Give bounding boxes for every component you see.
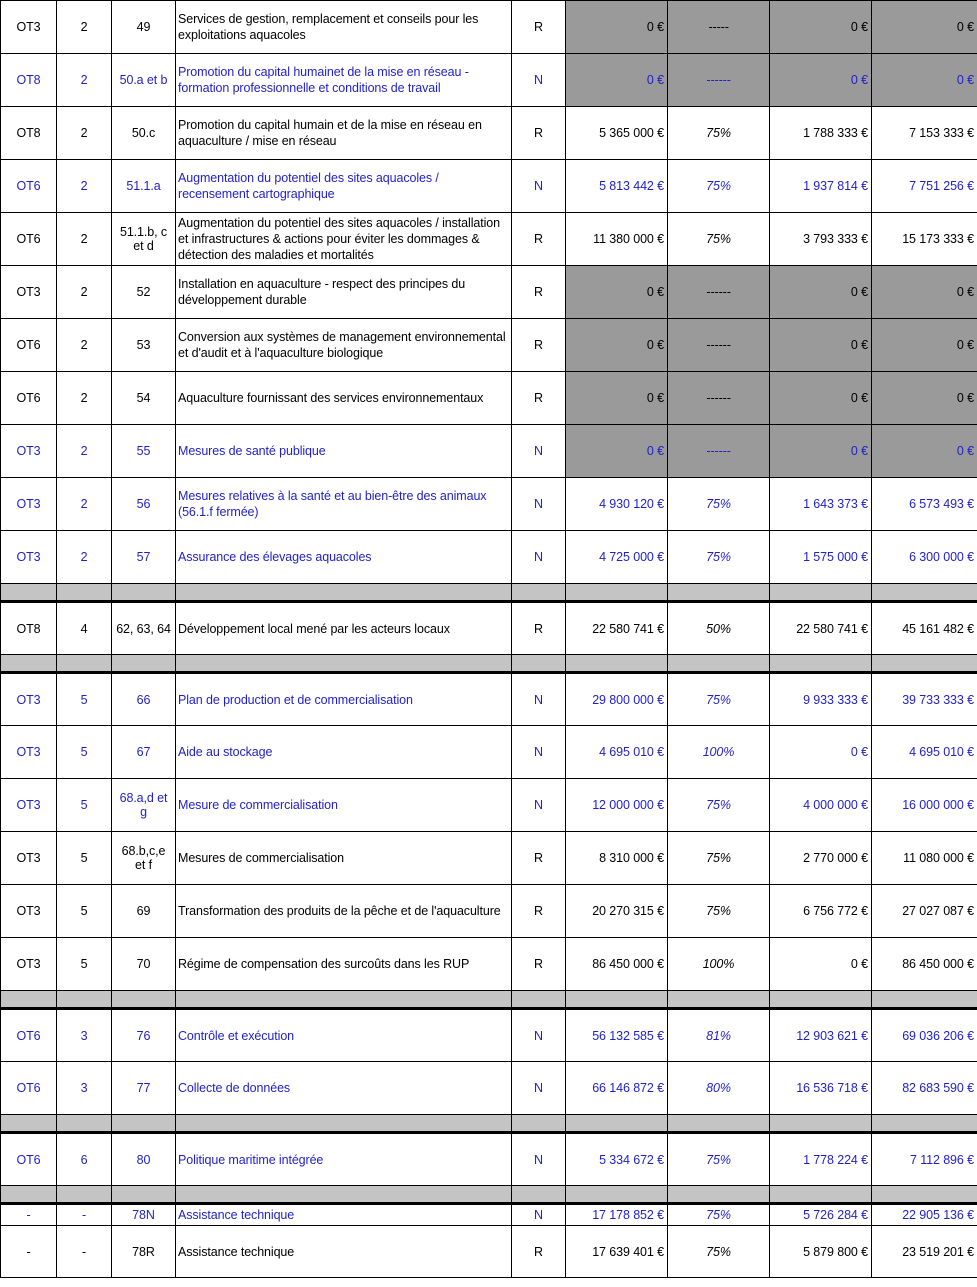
table-row	[1, 372, 977, 425]
separator-row	[1, 991, 977, 1009]
cell-rate: 75%	[668, 832, 770, 885]
cell-rn: N	[512, 726, 566, 779]
cell-ot: OT8	[1, 107, 57, 160]
separator-cell	[176, 1186, 512, 1204]
cell-rn: R	[512, 832, 566, 885]
cell-article: 78N	[112, 1204, 176, 1226]
cell-article: 78R	[112, 1226, 176, 1278]
cell-rate: 75%	[668, 213, 770, 266]
cell-contribution: 2 770 000 €	[770, 832, 872, 885]
cell-rate: 100%	[668, 726, 770, 779]
separator-cell	[112, 1186, 176, 1204]
table-row	[1, 1009, 977, 1062]
separator-cell	[770, 1186, 872, 1204]
cell-priority: 3	[57, 1009, 112, 1062]
table-row	[1, 885, 977, 938]
cell-ot: OT6	[1, 1133, 57, 1186]
separator-cell	[57, 655, 112, 673]
cell-rn: N	[512, 1204, 566, 1226]
cell-total: 23 519 201 €	[872, 1226, 977, 1278]
cell-contribution: 0 €	[770, 938, 872, 991]
cell-amount: 0 €	[566, 372, 668, 425]
separator-cell	[872, 991, 977, 1009]
cell-rn: N	[512, 54, 566, 107]
cell-article: 51.1.b, c et d	[112, 213, 176, 266]
cell-total: 0 €	[872, 372, 977, 425]
cell-rate: 75%	[668, 1226, 770, 1278]
cell-priority: 2	[57, 160, 112, 213]
cell-rn: N	[512, 1062, 566, 1115]
cell-total: 39 733 333 €	[872, 673, 977, 726]
cell-measure-label: Contrôle et exécution	[176, 1009, 512, 1062]
cell-article: 51.1.a	[112, 160, 176, 213]
separator-cell	[1, 1186, 57, 1204]
cell-measure-label: Politique maritime intégrée	[176, 1133, 512, 1186]
separator-cell	[566, 655, 668, 673]
cell-amount: 0 €	[566, 54, 668, 107]
separator-row	[1, 1186, 977, 1204]
cell-contribution: 9 933 333 €	[770, 673, 872, 726]
separator-cell	[1, 584, 57, 602]
cell-article: 55	[112, 425, 176, 478]
cell-article: 53	[112, 319, 176, 372]
cell-rn: R	[512, 602, 566, 655]
cell-measure-label: Assistance technique	[176, 1204, 512, 1226]
separator-cell	[668, 991, 770, 1009]
cell-contribution: 16 536 718 €	[770, 1062, 872, 1115]
cell-ot: OT3	[1, 779, 57, 832]
separator-cell	[512, 584, 566, 602]
cell-amount: 8 310 000 €	[566, 832, 668, 885]
cell-rate: 75%	[668, 160, 770, 213]
cell-ot: -	[1, 1204, 57, 1226]
table-row	[1, 726, 977, 779]
cell-total: 45 161 482 €	[872, 602, 977, 655]
cell-rate: 80%	[668, 1062, 770, 1115]
separator-cell	[512, 991, 566, 1009]
cell-measure-label: Assistance technique	[176, 1226, 512, 1278]
cell-amount: 20 270 315 €	[566, 885, 668, 938]
cell-rn: N	[512, 673, 566, 726]
cell-contribution: 6 756 772 €	[770, 885, 872, 938]
cell-amount: 66 146 872 €	[566, 1062, 668, 1115]
cell-article: 80	[112, 1133, 176, 1186]
cell-rate: 75%	[668, 1133, 770, 1186]
cell-rn: N	[512, 779, 566, 832]
table-row	[1, 673, 977, 726]
cell-rn: N	[512, 160, 566, 213]
cell-ot: OT6	[1, 372, 57, 425]
cell-ot: OT3	[1, 673, 57, 726]
cell-contribution: 0 €	[770, 726, 872, 779]
cell-measure-label: Augmentation du potentiel des sites aquacoles / installation et infrastructures & actions pour éviter les dommages & détection des maladies et mortalités	[176, 213, 512, 266]
separator-cell	[57, 991, 112, 1009]
table-row	[1, 160, 977, 213]
separator-cell	[668, 1186, 770, 1204]
cell-article: 66	[112, 673, 176, 726]
cell-contribution: 1 778 224 €	[770, 1133, 872, 1186]
cell-contribution: 1 575 000 €	[770, 531, 872, 584]
separator-cell	[512, 655, 566, 673]
cell-total: 6 573 493 €	[872, 478, 977, 531]
cell-measure-label: Mesures de santé publique	[176, 425, 512, 478]
cell-article: 50.c	[112, 107, 176, 160]
separator-cell	[872, 655, 977, 673]
cell-priority: 2	[57, 531, 112, 584]
table-row	[1, 107, 977, 160]
table-row	[1, 425, 977, 478]
cell-ot: OT3	[1, 425, 57, 478]
separator-cell	[176, 1115, 512, 1133]
cell-contribution: 0 €	[770, 425, 872, 478]
table-row	[1, 1226, 977, 1278]
separator-cell	[512, 1115, 566, 1133]
cell-article: 62, 63, 64	[112, 602, 176, 655]
cell-rn: R	[512, 885, 566, 938]
cell-priority: -	[57, 1204, 112, 1226]
cell-rate: 75%	[668, 1204, 770, 1226]
cell-contribution: 5 879 800 €	[770, 1226, 872, 1278]
cell-measure-label: Développement local mené par les acteurs locaux	[176, 602, 512, 655]
cell-article: 52	[112, 266, 176, 319]
table-row	[1, 1204, 977, 1226]
cell-rn: R	[512, 319, 566, 372]
cell-rn: R	[512, 107, 566, 160]
cell-total: 15 173 333 €	[872, 213, 977, 266]
cell-article: 68.b,c,e et f	[112, 832, 176, 885]
cell-total: 22 905 136 €	[872, 1204, 977, 1226]
separator-cell	[176, 655, 512, 673]
separator-cell	[872, 1115, 977, 1133]
cell-ot: OT8	[1, 54, 57, 107]
table-row	[1, 832, 977, 885]
cell-measure-label: Plan de production et de commercialisation	[176, 673, 512, 726]
separator-row	[1, 655, 977, 673]
table-row	[1, 1133, 977, 1186]
cell-priority: 2	[57, 319, 112, 372]
table-row	[1, 213, 977, 266]
cell-rn: N	[512, 478, 566, 531]
cell-measure-label: Promotion du capital humain et de la mise en réseau en aquaculture / mise en réseau	[176, 107, 512, 160]
cell-rate: 75%	[668, 779, 770, 832]
separator-row	[1, 1115, 977, 1133]
table-row	[1, 531, 977, 584]
separator-cell	[668, 1115, 770, 1133]
cell-amount: 4 930 120 €	[566, 478, 668, 531]
cell-amount: 17 639 401 €	[566, 1226, 668, 1278]
cell-priority: 2	[57, 54, 112, 107]
cell-priority: 5	[57, 832, 112, 885]
separator-cell	[176, 991, 512, 1009]
cell-priority: 2	[57, 213, 112, 266]
table-row	[1, 779, 977, 832]
cell-priority: 2	[57, 1, 112, 54]
cell-ot: OT8	[1, 602, 57, 655]
cell-ot: OT6	[1, 160, 57, 213]
table-body	[1, 1, 977, 1278]
cell-rn: N	[512, 1133, 566, 1186]
cell-contribution: 0 €	[770, 266, 872, 319]
cell-amount: 4 725 000 €	[566, 531, 668, 584]
cell-priority: 5	[57, 938, 112, 991]
cell-article: 54	[112, 372, 176, 425]
cell-rn: N	[512, 531, 566, 584]
cell-priority: 2	[57, 478, 112, 531]
cell-total: 0 €	[872, 1, 977, 54]
cell-ot: OT6	[1, 1062, 57, 1115]
cell-ot: OT3	[1, 885, 57, 938]
cell-measure-label: Collecte de données	[176, 1062, 512, 1115]
separator-cell	[770, 584, 872, 602]
cell-article: 56	[112, 478, 176, 531]
cell-priority: -	[57, 1226, 112, 1278]
cell-total: 69 036 206 €	[872, 1009, 977, 1062]
cell-total: 11 080 000 €	[872, 832, 977, 885]
cell-priority: 2	[57, 372, 112, 425]
table-row	[1, 54, 977, 107]
cell-ot: OT3	[1, 478, 57, 531]
cell-amount: 86 450 000 €	[566, 938, 668, 991]
cell-priority: 3	[57, 1062, 112, 1115]
cell-measure-label: Conversion aux systèmes de management environnemental et d'audit et à l'aquaculture biologique	[176, 319, 512, 372]
cell-amount: 29 800 000 €	[566, 673, 668, 726]
cell-total: 86 450 000 €	[872, 938, 977, 991]
separator-cell	[112, 655, 176, 673]
cell-rate: 100%	[668, 938, 770, 991]
cell-amount: 12 000 000 €	[566, 779, 668, 832]
cell-amount: 4 695 010 €	[566, 726, 668, 779]
cell-total: 27 027 087 €	[872, 885, 977, 938]
cell-contribution: 1 788 333 €	[770, 107, 872, 160]
cell-ot: OT3	[1, 1, 57, 54]
cell-total: 7 112 896 €	[872, 1133, 977, 1186]
cell-total: 6 300 000 €	[872, 531, 977, 584]
cell-article: 67	[112, 726, 176, 779]
cell-article: 76	[112, 1009, 176, 1062]
cell-measure-label: Aquaculture fournissant des services environnementaux	[176, 372, 512, 425]
cell-rn: R	[512, 938, 566, 991]
cell-rate: 75%	[668, 478, 770, 531]
separator-cell	[566, 1115, 668, 1133]
separator-cell	[566, 584, 668, 602]
cell-ot: -	[1, 1226, 57, 1278]
cell-contribution: 1 643 373 €	[770, 478, 872, 531]
cell-rate: 75%	[668, 531, 770, 584]
cell-rate: -----	[668, 1, 770, 54]
cell-amount: 11 380 000 €	[566, 213, 668, 266]
cell-rn: N	[512, 1009, 566, 1062]
cell-rn: R	[512, 1226, 566, 1278]
cell-measure-label: Installation en aquaculture - respect des principes du développement durable	[176, 266, 512, 319]
cell-amount: 0 €	[566, 319, 668, 372]
cell-measure-label: Mesure de commercialisation	[176, 779, 512, 832]
cell-total: 7 751 256 €	[872, 160, 977, 213]
cell-article: 50.a et b	[112, 54, 176, 107]
cell-rn: R	[512, 266, 566, 319]
cell-measure-label: Services de gestion, remplacement et conseils pour les exploitations aquacoles	[176, 1, 512, 54]
cell-amount: 56 132 585 €	[566, 1009, 668, 1062]
cell-priority: 5	[57, 726, 112, 779]
cell-ot: OT3	[1, 726, 57, 779]
cell-article: 57	[112, 531, 176, 584]
cell-amount: 0 €	[566, 425, 668, 478]
cell-measure-label: Mesures relatives à la santé et au bien-être des animaux (56.1.f fermée)	[176, 478, 512, 531]
cell-article: 49	[112, 1, 176, 54]
separator-cell	[176, 584, 512, 602]
cell-measure-label: Mesures de commercialisation	[176, 832, 512, 885]
cell-article: 77	[112, 1062, 176, 1115]
cell-total: 4 695 010 €	[872, 726, 977, 779]
cell-rn: N	[512, 425, 566, 478]
cell-ot: OT3	[1, 531, 57, 584]
cell-ot: OT6	[1, 1009, 57, 1062]
cell-amount: 5 334 672 €	[566, 1133, 668, 1186]
table-row	[1, 938, 977, 991]
cell-article: 69	[112, 885, 176, 938]
cell-total: 16 000 000 €	[872, 779, 977, 832]
cell-rate: 50%	[668, 602, 770, 655]
cell-contribution: 0 €	[770, 372, 872, 425]
cell-priority: 4	[57, 602, 112, 655]
cell-rate: 75%	[668, 885, 770, 938]
separator-cell	[1, 1115, 57, 1133]
cell-total: 0 €	[872, 266, 977, 319]
cell-measure-label: Régime de compensation des surcoûts dans les RUP	[176, 938, 512, 991]
cell-measure-label: Augmentation du potentiel des sites aquacoles / recensement cartographique	[176, 160, 512, 213]
cell-ot: OT6	[1, 213, 57, 266]
cell-priority: 5	[57, 673, 112, 726]
cell-contribution: 12 903 621 €	[770, 1009, 872, 1062]
separator-cell	[112, 991, 176, 1009]
separator-cell	[770, 655, 872, 673]
separator-cell	[112, 1115, 176, 1133]
separator-cell	[872, 584, 977, 602]
separator-cell	[1, 655, 57, 673]
separator-cell	[566, 1186, 668, 1204]
cell-article: 68.a,d et g	[112, 779, 176, 832]
cell-contribution: 0 €	[770, 54, 872, 107]
cell-contribution: 3 793 333 €	[770, 213, 872, 266]
separator-cell	[1, 991, 57, 1009]
cell-contribution: 0 €	[770, 319, 872, 372]
separator-row	[1, 584, 977, 602]
separator-cell	[668, 584, 770, 602]
cell-rn: R	[512, 213, 566, 266]
cell-total: 0 €	[872, 319, 977, 372]
table-row	[1, 1, 977, 54]
separator-cell	[872, 1186, 977, 1204]
table-row	[1, 266, 977, 319]
cell-total: 82 683 590 €	[872, 1062, 977, 1115]
separator-cell	[57, 584, 112, 602]
cell-rate: 75%	[668, 107, 770, 160]
separator-cell	[770, 1115, 872, 1133]
cell-contribution: 4 000 000 €	[770, 779, 872, 832]
cell-measure-label: Assurance des élevages aquacoles	[176, 531, 512, 584]
table-row	[1, 319, 977, 372]
cell-contribution: 5 726 284 €	[770, 1204, 872, 1226]
cell-rate: ------	[668, 319, 770, 372]
cell-amount: 0 €	[566, 266, 668, 319]
cell-rate: 75%	[668, 673, 770, 726]
cell-priority: 2	[57, 266, 112, 319]
cell-rate: ------	[668, 372, 770, 425]
separator-cell	[112, 584, 176, 602]
cell-priority: 2	[57, 107, 112, 160]
cell-ot: OT3	[1, 266, 57, 319]
cell-amount: 17 178 852 €	[566, 1204, 668, 1226]
cell-rate: ------	[668, 54, 770, 107]
cell-measure-label: Promotion du capital humainet de la mise en réseau - formation professionnelle et conditions de travail	[176, 54, 512, 107]
separator-cell	[770, 991, 872, 1009]
cell-amount: 5 365 000 €	[566, 107, 668, 160]
cell-amount: 5 813 442 €	[566, 160, 668, 213]
separator-cell	[57, 1186, 112, 1204]
cell-ot: OT6	[1, 319, 57, 372]
cell-rate: ------	[668, 425, 770, 478]
cell-amount: 22 580 741 €	[566, 602, 668, 655]
cell-measure-label: Transformation des produits de la pêche et de l'aquaculture	[176, 885, 512, 938]
separator-cell	[566, 991, 668, 1009]
cell-rn: R	[512, 372, 566, 425]
cell-ot: OT3	[1, 832, 57, 885]
table-row	[1, 478, 977, 531]
cell-article: 70	[112, 938, 176, 991]
cell-rn: R	[512, 1, 566, 54]
cell-contribution: 0 €	[770, 1, 872, 54]
cell-amount: 0 €	[566, 1, 668, 54]
separator-cell	[668, 655, 770, 673]
cell-priority: 2	[57, 425, 112, 478]
cell-priority: 5	[57, 779, 112, 832]
cell-contribution: 22 580 741 €	[770, 602, 872, 655]
separator-cell	[512, 1186, 566, 1204]
separator-cell	[57, 1115, 112, 1133]
cell-total: 7 153 333 €	[872, 107, 977, 160]
cell-rate: ------	[668, 266, 770, 319]
cell-priority: 5	[57, 885, 112, 938]
table-row	[1, 1062, 977, 1115]
table-row	[1, 602, 977, 655]
cell-rate: 81%	[668, 1009, 770, 1062]
cell-contribution: 1 937 814 €	[770, 160, 872, 213]
cell-total: 0 €	[872, 54, 977, 107]
cell-total: 0 €	[872, 425, 977, 478]
cell-measure-label: Aide au stockage	[176, 726, 512, 779]
cell-priority: 6	[57, 1133, 112, 1186]
cell-ot: OT3	[1, 938, 57, 991]
